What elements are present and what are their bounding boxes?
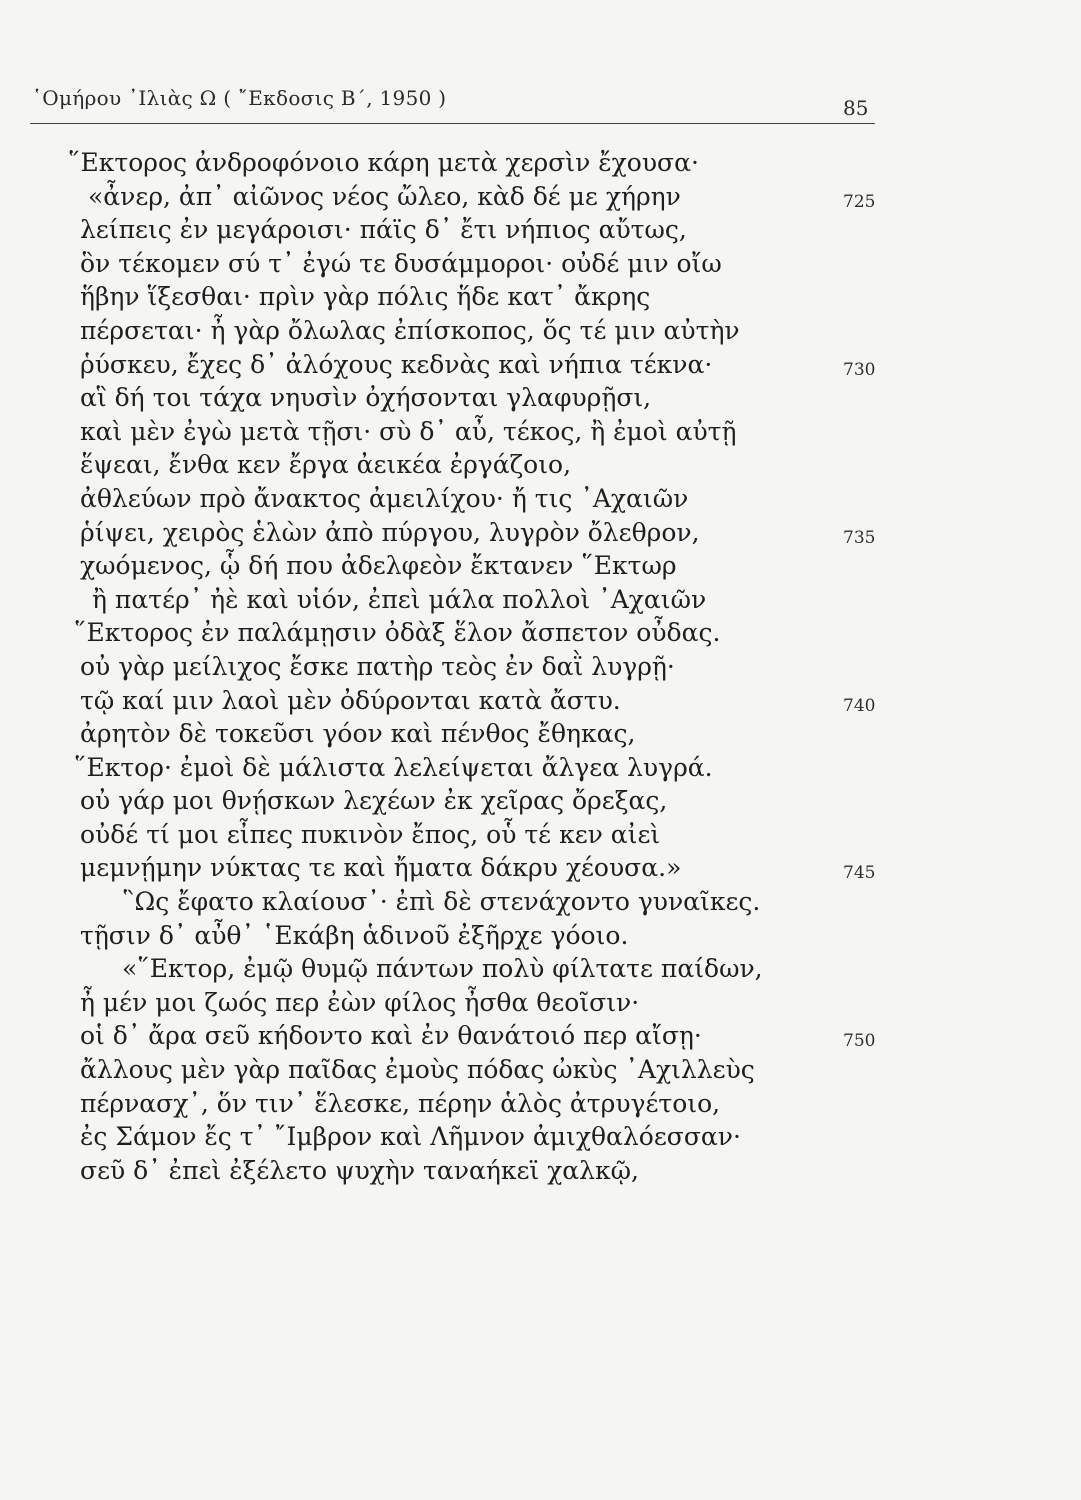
verse-line (0, 549, 1081, 583)
verse-line (0, 381, 1081, 415)
verse-line (0, 247, 1081, 281)
verse-line (0, 1120, 1081, 1154)
verse-text: ῞Εκτορος ἀνδροφόνοιο κάρη μετὰ χερσὶν ἔχουσα· (68, 148, 699, 177)
page-number: 85 (843, 96, 869, 120)
verse-text: ἦ μέν μοι ζωός περ ἐὼν φίλος ἦσθα θεοῖσιν· (80, 987, 640, 1017)
verse-line (0, 1019, 1081, 1053)
verse-line (0, 952, 1081, 986)
verse-line (0, 1087, 1081, 1121)
verse-line (0, 717, 1081, 751)
verse-line (0, 818, 1081, 852)
verse-text: «῞Εκτορ, ἐμῷ θυμῷ πάντων πολὺ φίλτατε παίδων, (122, 954, 763, 984)
verse-text: αἳ δή τοι τάχα νηυσὶν ὀχήσονται γλαφυρῇσι, (80, 383, 652, 413)
verse-text: καὶ μὲν ἐγὼ μετὰ τῇσι· σὺ δ᾿ αὖ, τέκος, ἢ ἐμοὶ αὐτῇ (80, 416, 737, 446)
verse-line (0, 516, 1081, 550)
verse-text: τῇσιν δ᾿ αὖθ᾿ ῾Εκάβη ἁδινοῦ ἐξῆρχε γόοιο. (80, 920, 629, 950)
verse-text: ἥβην ἵξεσθαι· πρὶν γὰρ πόλις ἥδε κατ᾿ ἄκρης (80, 282, 651, 312)
verse-line (0, 280, 1081, 314)
verse-text: τῷ καί μιν λαοὶ μὲν ὀδύρονται κατὰ ἄστυ. (80, 685, 621, 715)
verse-line (0, 986, 1081, 1020)
verse-text: «ἆνερ, ἀπ᾿ αἰῶνος νέος ὤλεο, κὰδ δέ με χήρην (88, 181, 681, 211)
verse-line (0, 851, 1081, 885)
verse-line (0, 348, 1081, 382)
verse-text: ἀθλεύων πρὸ ἄνακτος ἀμειλίχου· ἤ τις ᾿Αχαιῶν (80, 483, 689, 513)
verse-text: ῥίψει, χειρὸς ἑλὼν ἀπὸ πύργου, λυγρὸν ὄλεθρον, (80, 517, 700, 547)
verse-line (0, 314, 1081, 348)
running-head: ῾Ομήρου ᾿Ιλιὰς Ω ( ῎Εκδοσις Β΄, 1950 ) (32, 86, 447, 110)
line-number: 740 (843, 695, 876, 716)
line-number: 750 (843, 1031, 876, 1052)
verse-text: ῥύσκευ, ἔχες δ᾿ ἀλόχους κεδνὰς καὶ νήπια τέκνα· (80, 349, 713, 379)
line-number: 725 (843, 191, 876, 212)
verse-line (0, 684, 1081, 718)
verse-text: ῞Εκτορ· ἐμοὶ δὲ μάλιστα λελείψεται ἄλγεα λυγρά. (74, 752, 713, 782)
verse-text: μεμνῄμην νύκτας τε καὶ ἤματα δάκρυ χέουσα.» (80, 853, 682, 883)
verse-text: ῞Εκτορος ἐν παλάμῃσιν ὀδὰξ ἕλον ἄσπετον οὖδας. (74, 618, 721, 648)
verse-text: σεῦ δ᾿ ἐπεὶ ἐξέλετο ψυχὴν ταναήκεϊ χαλκῷ, (80, 1155, 639, 1185)
verse-text: ἐς Σάμον ἔς τ᾿ ῎Ιμβρον καὶ Λῆμνον ἀμιχθαλόεσσαν· (80, 1122, 741, 1152)
verse-line (0, 180, 1081, 214)
verse-block (0, 146, 1081, 1187)
verse-text: ῝Ως ἔφατο κλαίουσ᾿· ἐπὶ δὲ στενάχοντο γυναῖκες. (122, 887, 761, 917)
verse-text: ὃν τέκομεν σύ τ᾿ ἐγώ τε δυσάμμοροι· οὐδέ μιν οἴω (80, 248, 722, 278)
verse-line (0, 415, 1081, 449)
verse-line (0, 919, 1081, 953)
verse-line (0, 751, 1081, 785)
verse-line (0, 213, 1081, 247)
line-number: 730 (843, 359, 876, 380)
verse-line (0, 650, 1081, 684)
verse-text: πέρνασχ᾿, ὅν τιν᾿ ἕλεσκε, πέρην ἁλὸς ἀτρυγέτοιο, (80, 1088, 721, 1118)
verse-text: οἱ δ᾿ ἄρα σεῦ κήδοντο καὶ ἐν θανάτοιό περ αἴσῃ· (80, 1021, 702, 1051)
verse-line (0, 784, 1081, 818)
verse-text: οὐδέ τί μοι εἶπες πυκινὸν ἔπος, οὗ τέ κεν αἰεὶ (80, 819, 661, 849)
verse-line (0, 583, 1081, 617)
verse-text: ἕψεαι, ἔνθα κεν ἔργα ἀεικέα ἐργάζοιο, (80, 450, 572, 480)
verse-line (0, 448, 1081, 482)
verse-line (0, 482, 1081, 516)
verse-text: λείπεις ἐν μεγάροισι· πάϊς δ᾿ ἔτι νήπιος αὔτως, (80, 215, 687, 245)
header-rule (30, 123, 875, 124)
verse-line (0, 885, 1081, 919)
verse-line (0, 1053, 1081, 1087)
verse-line (0, 1154, 1081, 1188)
verse-text: χωόμενος, ᾧ δή που ἀδελφεὸν ἔκτανεν ῞Εκτωρ (80, 551, 677, 581)
verse-text: οὐ γάρ μοι θνῄσκων λεχέων ἐκ χεῖρας ὄρεξας, (80, 786, 668, 816)
line-number: 735 (843, 527, 876, 548)
line-number: 745 (843, 863, 876, 884)
verse-text: ἄλλους μὲν γὰρ παῖδας ἐμοὺς πόδας ὠκὺς ᾿Αχιλλεὺς (80, 1055, 755, 1085)
verse-text: ἀρητὸν δὲ τοκεῦσι γόον καὶ πένθος ἔθηκας, (80, 719, 636, 749)
verse-line (0, 616, 1081, 650)
verse-text: πέρσεται· ἦ γὰρ ὄλωλας ἐπίσκοπος, ὅς τέ μιν αὐτὴν (80, 315, 740, 345)
verse-text: οὐ γὰρ μείλιχος ἔσκε πατὴρ τεὸς ἐν δαῒ λυγρῇ· (80, 651, 675, 681)
verse-line (0, 146, 1081, 180)
verse-text: ἢ πατέρ᾿ ἠὲ καὶ υἱόν, ἐπεὶ μάλα πολλοὶ ᾿Αχαιῶν (92, 584, 707, 614)
